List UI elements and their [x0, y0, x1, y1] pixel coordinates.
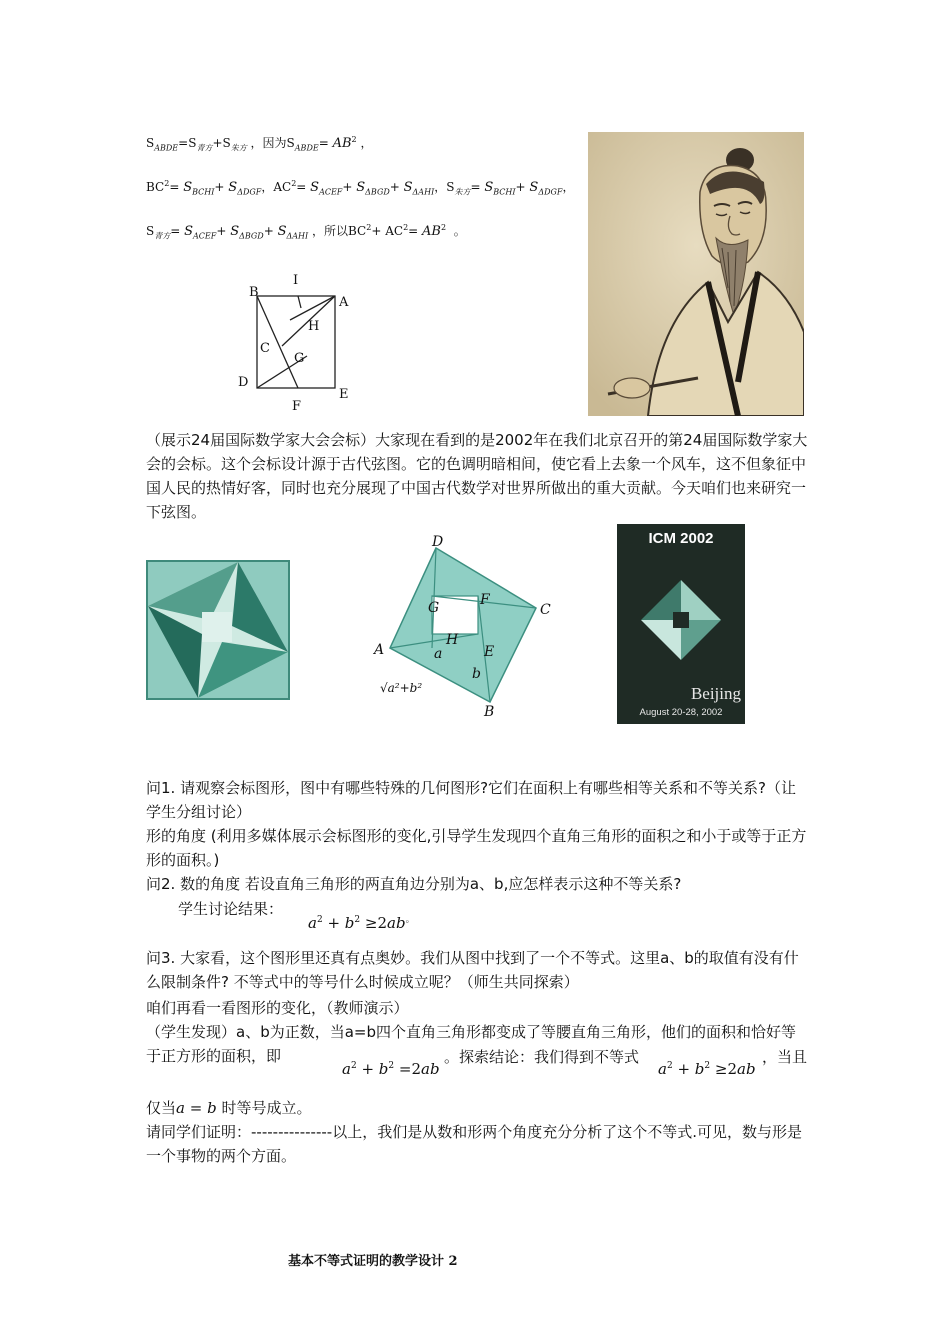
proof-paragraph: 请同学们证明：---------------以上，我们是从数和形两个角度充分分析了这个不等式.可见，数与形是一个事物的两个方面。: [146, 1123, 802, 1165]
equality-formula: $a^2 + b^2 =2ab$: [342, 1060, 440, 1078]
diagram-label-f: F: [292, 399, 302, 414]
conclusion-inequality: $a^2 + b^2 \ge 2ab$: [658, 1060, 756, 1078]
page-footer: 基本不等式证明的教学设计 2: [288, 1254, 458, 1269]
icm-logo: [617, 524, 745, 724]
discovery-text-3: ，当且: [762, 1048, 808, 1066]
fig2-label-b: B: [484, 704, 495, 720]
formula-line-2: $BC^2= S_{BCHI}+ S_{\Delta DGF}$，$AC^2= S_{ACEF}+ S_{\Delta BGD}+ S_{\Delta AHI}$，$S_{朱方}= S_{BCHI}+ S_{\Delta DGF}$，: [146, 179, 575, 197]
formula-period: 。: [453, 224, 466, 238]
icm-logo-city: Beijing: [690, 684, 741, 703]
formula-line-1: $S_{ABDE}=S_{青方}+S_{朱方}$ ，因为$S_{ABDE}= AB^2$ ，: [146, 135, 373, 153]
diagram-label-a: A: [339, 295, 349, 310]
discussion-label: 学生讨论结果：: [178, 900, 284, 918]
icm-pinwheel: [639, 578, 723, 662]
fig2-label-f: F: [480, 592, 490, 608]
proof-diagram: [232, 268, 362, 418]
discovery-text-1: （学生发现）a、b为正数，当a=b四个直角三角形都变成了等腰直角三角形，他们的面积和恰好等于正方形的面积，即: [146, 1023, 796, 1065]
fig2-label-e: E: [484, 644, 495, 660]
fig2-label-c: C: [540, 602, 551, 618]
only-when-line: [146, 1096, 311, 1120]
string-diagram-figure: [146, 560, 290, 700]
question-1: 问1. 请观察会标图形，图中有哪些特殊的几何图形?它们在面积上有哪些相等关系和不等关系?（让学生分组讨论）: [146, 779, 797, 821]
portrait-image: [588, 132, 804, 416]
fig2-label-b-lower: b: [472, 666, 481, 682]
only-when-suffix: 时等号成立。: [216, 1099, 312, 1117]
icm-logo-title: ICM 2002: [648, 530, 714, 547]
icm-logo-dates: August 20-28, 2002: [639, 707, 723, 718]
diagram-label-b: B: [249, 285, 259, 300]
formula-text-so: ，所以BC: [312, 224, 367, 238]
only-when-prefix: 仅当: [146, 1099, 177, 1117]
question-3: 问3. 大家看，这个图形里还真有点奥妙。我们从图中找到了一个不等式。这里a、b的取值有没有什么限制条件? 不等式中的等号什么时候成立呢？（师生共同探索）: [146, 949, 799, 991]
fig2-label-a: A: [374, 642, 385, 658]
formula-text-because: ，因为S: [250, 136, 295, 150]
discussion-result: [178, 898, 283, 919]
fig2-label-a-lower: a: [434, 646, 443, 662]
intro-paragraph: （展示24届国际数学家大会会标）大家现在看到的是2002年在我们北京召开的第24届国际数学家大会的会标。这个会标设计源于古代弦图。它的色调明暗相间，使它看上去象一个风车，这不但象征中国人民的热情好客，同时也充分展现了中国古代数学对世界所做出的重大贡献。今天咱们也来研究一下弦图。: [146, 431, 808, 521]
formula-line-3: $S_{青方}= S_{ACEF}+ S_{\Delta BGD}+ S_{\Delta AHI}$ ，所以$BC^2+ AC^2= AB^2$ 。: [146, 223, 466, 241]
shape-angle-paragraph: 形的角度 (利用多媒体展示会标图形的变化,引导学生发现四个直角三角形的面积之和小于或等于正方形的面积。): [146, 827, 807, 869]
fig2-label-d: D: [432, 534, 444, 550]
teacher-demo: 咱们再看一看图形的变化，（教师演示）: [146, 999, 409, 1017]
diagram-label-i: I: [293, 273, 299, 288]
diagram-label-h: H: [308, 319, 320, 334]
diagram-label-e: E: [339, 387, 349, 402]
diagram-label-c: C: [260, 341, 270, 356]
question-2: 问2. 数的角度 若设直角三角形的两直角边分别为a、b,应怎样表示这种不等关系?: [146, 875, 682, 893]
labeled-square-figure: [370, 534, 560, 720]
discovery-text-2: 。探索结论：我们得到不等式: [444, 1048, 640, 1066]
only-when-condition: a = b: [176, 1099, 217, 1117]
discussion-inequality: $a^2 + b^2 \ge 2ab^。$: [308, 914, 415, 932]
diagram-label-d: D: [238, 375, 249, 390]
formula-comma: ，: [360, 136, 373, 150]
diagram-label-g: G: [294, 351, 305, 366]
fig2-label-h: H: [446, 632, 459, 648]
fig2-sqrt-label: √a²+b²: [380, 681, 423, 695]
fig2-label-g: G: [428, 600, 440, 616]
